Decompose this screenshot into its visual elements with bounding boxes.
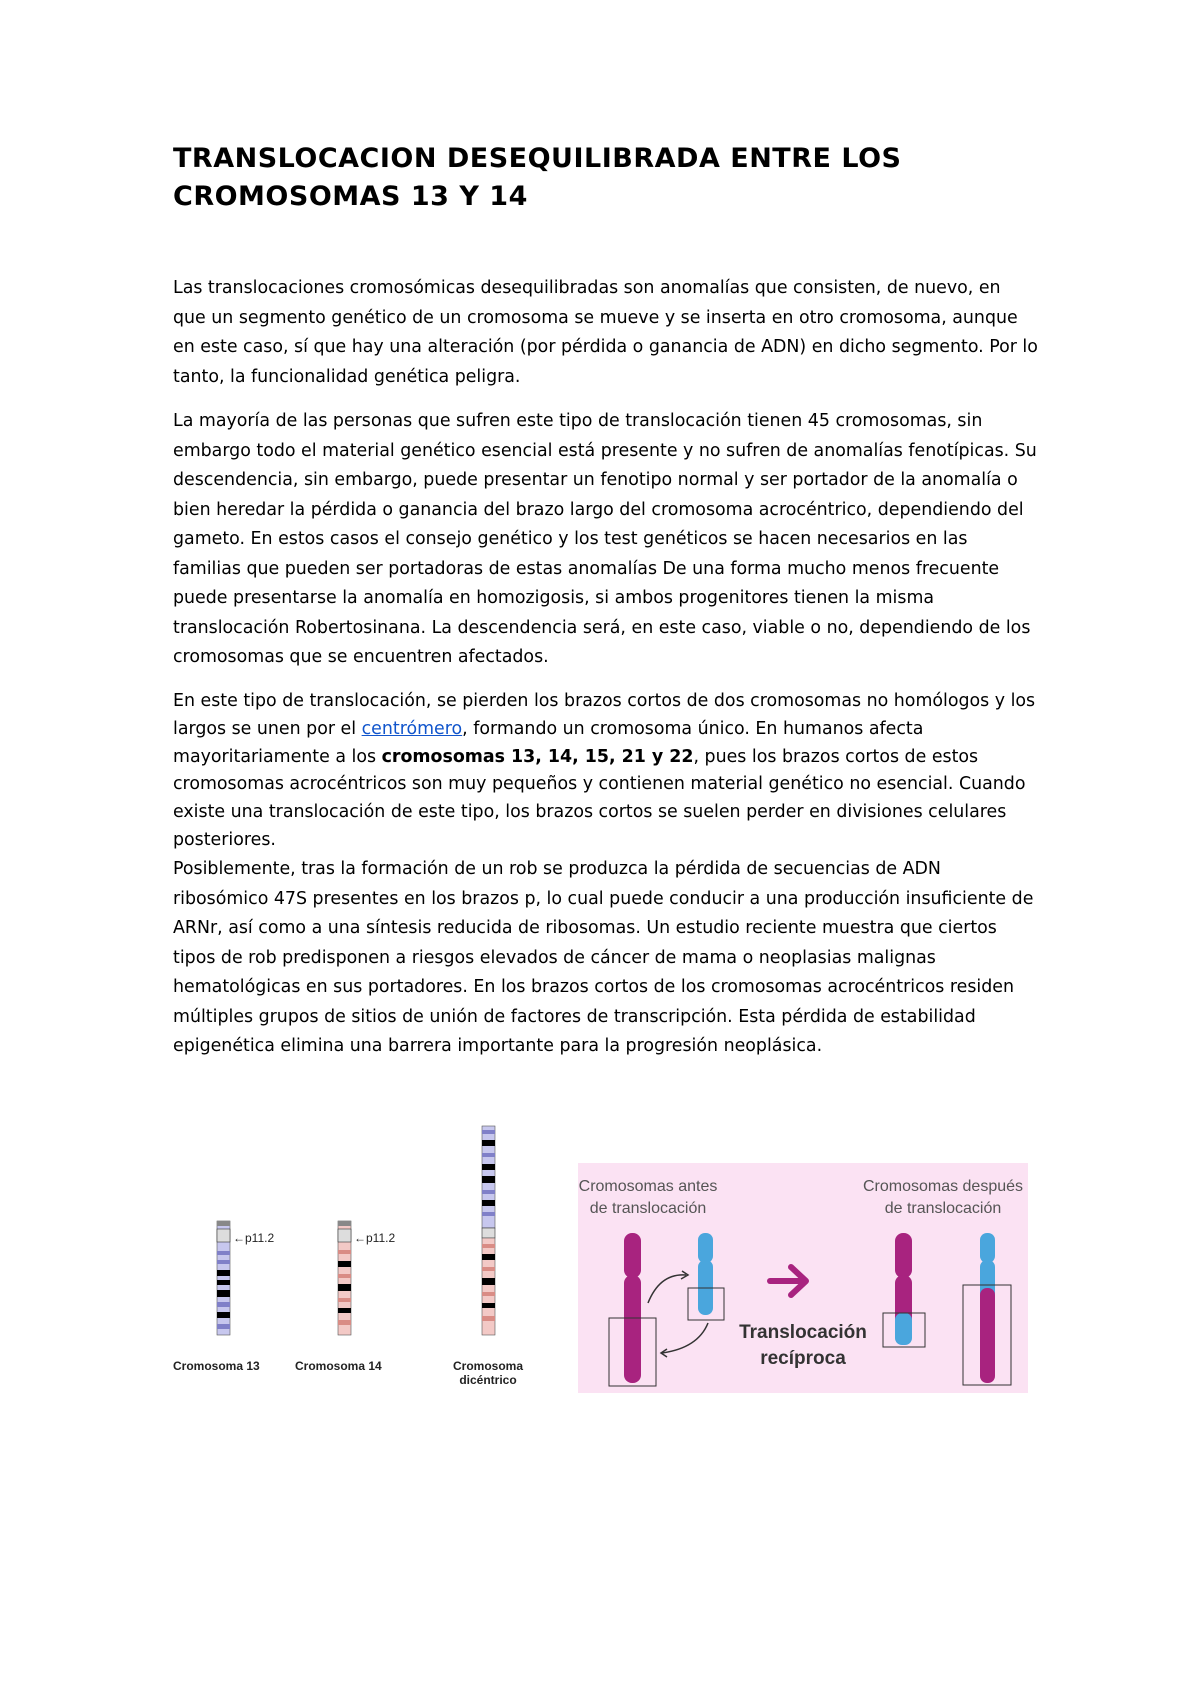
chromosome-13-ideogram	[217, 1221, 274, 1335]
band-label-14: ←p11.2	[354, 1231, 396, 1245]
label-after-line-2: de translocación	[884, 1200, 1002, 1217]
paragraph-3-bold: cromosomas 13, 14, 15, 21 y 22	[381, 746, 694, 767]
paragraph-2: La mayoría de las personas que sufren este tipo de translocación tienen 45 cromosomas, sin embargo todo el material genético esencial está presente y no sufren de anomalías fenotípicas. Su descendencia, sin embargo, puede presentar un fenotipo normal y ser portador de la anomalía o bien heredar la pérdida o ganancia del brazo largo del cromosoma acrocéntrico, dependiendo del gameto. En estos casos el consejo genético y los test genéticos se hacen necesarios en las familias que pueden ser portadoras de estas anomalías De una forma mucho menos frecuente puede presentarse la anomalía en homozigosis, si ambos progenitores tienen la misma translocación Robertosinana. La descendencia será, en este caso, viable o no, dependiendo de los cromosomas que se encuentren afectados.	[173, 411, 1037, 667]
band-label-13: ←p11.2	[233, 1231, 275, 1245]
centromero-link[interactable]: centrómero	[361, 718, 463, 739]
blue-chromosome-before	[698, 1233, 713, 1315]
label-after-line-1: Cromosomas después	[862, 1178, 1024, 1195]
caption-chromosome-14: Cromosoma 14	[295, 1359, 382, 1373]
chromosome-ideogram-figure	[150, 1118, 540, 1398]
title-line-2: CROMOSOMAS 13 Y 14	[173, 181, 528, 212]
chromosome-14-ideogram	[338, 1221, 395, 1335]
reciprocal-translocation-figure	[578, 1163, 1028, 1393]
caption-dicentric-line-2: dicéntrico	[459, 1373, 517, 1387]
title-line-1: TRANSLOCACION DESEQUILIBRADA ENTRE LOS	[173, 143, 902, 174]
magenta-chromosome-before	[624, 1233, 641, 1383]
paragraph-3-text-c: , pues los brazos cortos de estos cromosomas acrocéntricos son muy pequeños y contienen material genético no esencial. Cuando existe una translocación de este tipo, los brazos cortos se suelen perder en divisiones celulares posteriores.	[173, 746, 1026, 850]
blue-chromosome-after	[980, 1233, 995, 1383]
label-before-line-1: Cromosomas antes	[578, 1178, 718, 1195]
paragraph-3-text-a: En este tipo de translocación, se pierden los brazos cortos de dos cromosomas no homólogos y los largos se unen por el	[173, 691, 1036, 739]
dicentric-chromosome-ideogram	[482, 1126, 495, 1335]
caption-dicentric-line-1: Cromosoma	[452, 1359, 524, 1373]
document-title	[173, 140, 1073, 216]
paragraph-4: Posiblemente, tras la formación de un rob se produzca la pérdida de secuencias de ADN ribosómico 47S presentes en los brazos p, lo cual puede conducir a una producción insuficiente de ARNr, así como a una síntesis reducida de ribosomas. Un estudio reciente muestra que ciertos tipos de rob predisponen a riesgos elevados de cáncer de mama o neoplasias malignas hematológicas en sus portadores. En los brazos cortos de los cromosomas acrocéntricos residen múltiples grupos de sitios de unión de factores de transcripción. Esta pérdida de estabilidad epigenética elimina una barrera importante para la progresión neoplásica.	[173, 859, 1034, 1056]
paragraph-3	[173, 688, 1038, 855]
label-before-line-2: de translocación	[589, 1200, 707, 1217]
paragraph-1: Las translocaciones cromosómicas desequilibradas son anomalías que consisten, de nuevo, en que un segmento genético de un cromosoma se mueve y se inserta en otro cromosoma, aunque en este caso, sí que hay una alteración (por pérdida o ganancia de ADN) en dicho segmento. Por lo tanto, la funcionalidad genética peligra.	[173, 278, 1038, 387]
magenta-chromosome-after	[895, 1233, 912, 1345]
center-label-line-2: recíproca	[760, 1348, 846, 1369]
center-label-line-1: Translocación	[739, 1322, 867, 1343]
paragraph-3-text-b: , formando un cromosoma único. En humanos afecta mayoritariamente a los	[173, 718, 924, 767]
caption-chromosome-13: Cromosoma 13	[173, 1359, 260, 1373]
